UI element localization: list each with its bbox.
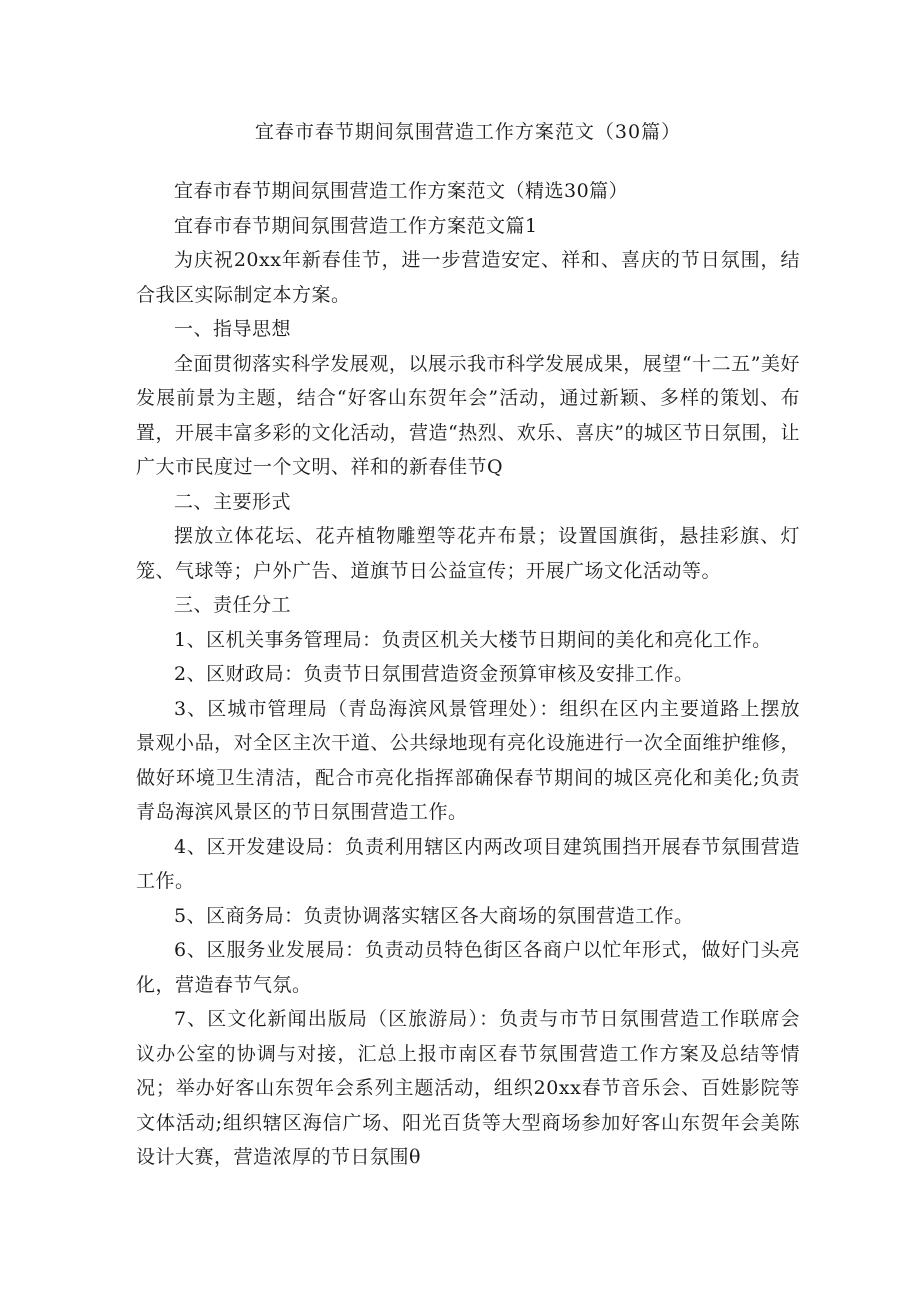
heading-guiding-ideology: 一、指导思想	[174, 318, 292, 340]
main-forms-paragraph: 摆放立体花坛、花卉植物雕塑等花卉布景；设置国旗街，悬挂彩旗、灯笼、气球等；户外广告、道旗节日公益宣传；开展广场文化活动等。	[136, 525, 800, 582]
heading-main-forms: 二、主要形式	[174, 490, 292, 513]
responsibility-item-1: 1、区机关事务管理局：负责区机关大楼节日期间的美化和亮化工作。	[174, 628, 772, 651]
responsibility-item-2: 2、区财政局：负责节日氛围营造资金预算审核及安排工作。	[174, 663, 694, 685]
responsibility-item-7: 7、区文化新闻出版局（区旅游局）：负责与市节日氛围营造工作联席会议办公室的协调与对接，汇总上报市南区春节氛围营造工作方案及总结等情况；举办好客山东贺年会系列主题活动，组织20xx春节音乐会、百姓影院等文体活动;组织辖区海信广场、阳光百货等大型商场参加好客山东贺年会美陈设计大赛，营造浓厚的节日氛围θ	[136, 1008, 800, 1168]
heading-responsibilities: 三、责任分工	[174, 594, 292, 616]
document-title: 宜春市春节期间氛围营造工作方案范文（30篇）	[254, 121, 682, 143]
document-page	[136, 112, 800, 1175]
guiding-ideology-paragraph: 全面贯彻落实科学发展观，以展示我市科学发展成果，展望“十二五”美好发展前景为主题，结合“好客山东贺年会”活动，通过新颖、多样的策划、布置，开展丰富多彩的文化活动，营造“热烈、欢乐、喜庆”的城区节日氛围，让广大市民度过一个文明、祥和的新春佳节Q	[136, 352, 800, 478]
subtitle-paragraph: 宜春市春节期间氛围营造工作方案范文（精选30篇）	[174, 180, 629, 202]
responsibility-item-6: 6、区服务业发展局：负责动员特色街区各商户以忙年形式，做好门头亮化，营造春节气氛。	[136, 939, 800, 996]
section-heading-article-1: 宜春市春节期间氛围营造工作方案范文篇1	[174, 214, 538, 237]
responsibility-item-4: 4、区开发建设局：负责利用辖区内两改项目建筑围挡开展春节氛围营造工作。	[136, 835, 800, 892]
document-body	[136, 174, 800, 1175]
responsibility-item-3: 3、区城市管理局（青岛海滨风景管理处）：组织在区内主要道路上摆放景观小品，对全区主次干道、公共绿地现有亮化设施进行一次全面维护维修，做好环境卫生清洁，配合市亮化指挥部确保春节期间的城区亮化和美化;负责青岛海滨风景区的节日氛围营造工作。	[136, 697, 800, 823]
intro-paragraph: 为庆祝20xx年新春佳节，进一步营造安定、祥和、喜庆的节日氛围，结合我区实际制定本方案。	[136, 249, 800, 306]
responsibility-item-5: 5、区商务局：负责协调落实辖区各大商场的氛围营造工作。	[174, 904, 694, 927]
